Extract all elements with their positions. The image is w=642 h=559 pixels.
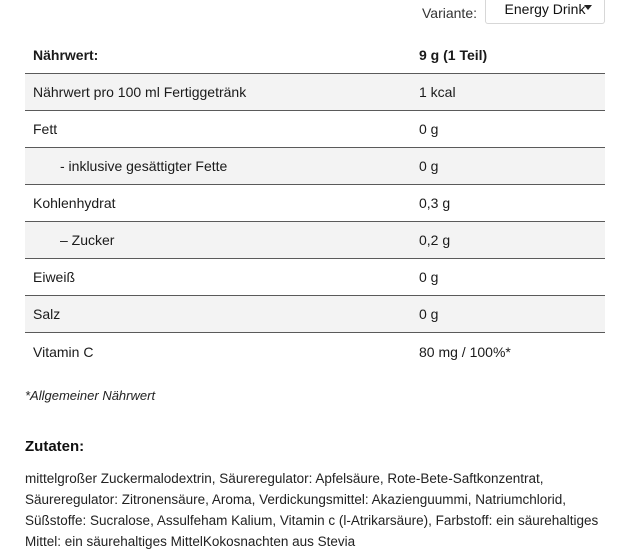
nutrition-table: [25, 37, 605, 370]
nutrient-value: 0 g: [419, 121, 439, 137]
nutrient-value: 80 mg / 100%*: [419, 343, 511, 360]
table-row: [25, 296, 605, 333]
variant-dropdown[interactable]: [485, 0, 605, 24]
ingredients-title: Zutaten:: [25, 438, 85, 455]
nutrient-value: 0 g: [419, 158, 439, 174]
nutrient-value: 0 g: [419, 269, 439, 285]
variant-label: Variante:: [422, 5, 477, 21]
nutrition-footnote: *Allgemeiner Nährwert: [25, 388, 156, 403]
nutrient-name: Nährwert pro 100 ml Fertiggetränk: [33, 84, 247, 100]
table-row: [25, 333, 605, 370]
nutrient-value: 0,3 g: [419, 195, 451, 211]
table-row: [25, 259, 605, 296]
nutrient-name: Fett: [33, 121, 58, 137]
table-row: [25, 148, 605, 185]
nutrient-value: 0,2 g: [419, 232, 451, 248]
ingredients-text: mittelgroßer Zuckermalodextrin, Säureregulator: Apfelsäure, Rote-Bete-Saftkonzentrat, Säureregulator: Zitronensäure, Aroma, Verdickungsmittel: Akazienguummi, Natriumchlorid, Süßstoffe: Sucralose, Assulfeham Kalium, Vitamin c (l-Atrikarsäure), Farbstoff: ein säurehaltiges Mittel: ein säurehaltiges MittelKokosnachten aus Stevia: [25, 471, 599, 549]
variant-selected-value: Energy Drink: [504, 0, 586, 17]
nutrient-name: Vitamin C: [33, 343, 94, 360]
nutrition-header-name: Nährwert:: [33, 47, 99, 63]
nutrition-header-row: [25, 37, 605, 74]
chevron-down-icon: [584, 5, 592, 10]
nutrient-name: – Zucker: [60, 232, 115, 248]
variant-selector-row: [422, 0, 605, 26]
nutrient-name: Salz: [33, 306, 61, 322]
nutrient-name: - inklusive gesättigter Fette: [60, 158, 228, 174]
nutrition-header-value: 9 g (1 Teil): [419, 47, 488, 63]
table-row: [25, 185, 605, 222]
nutrient-value: 0 g: [419, 306, 439, 322]
table-row: [25, 74, 605, 111]
table-row: [25, 222, 605, 259]
nutrient-name: Kohlenhydrat: [33, 195, 116, 211]
nutrient-name: Eiweiß: [33, 269, 76, 285]
nutrient-value: 1 kcal: [419, 84, 456, 100]
table-row: [25, 111, 605, 148]
